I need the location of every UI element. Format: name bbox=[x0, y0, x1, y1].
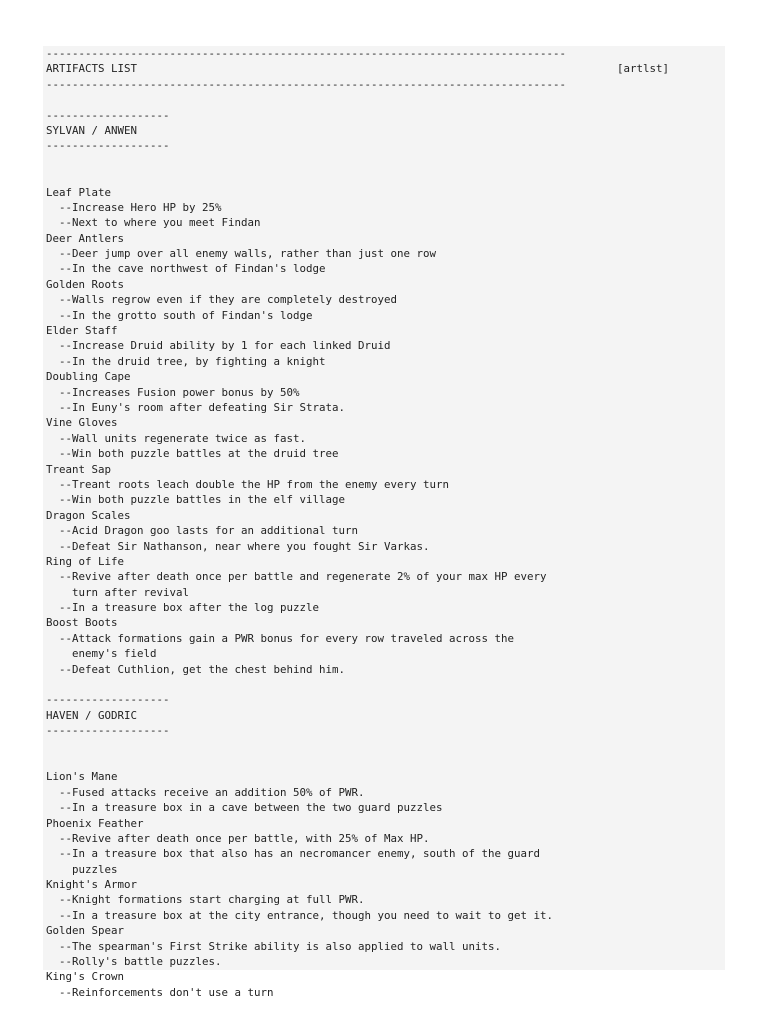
artifact-name: Golden Spear bbox=[46, 924, 125, 938]
artifact-detail: --In a treasure box in a cave between the two guard puzzles bbox=[46, 801, 443, 815]
artifact-detail: --In Euny's room after defeating Sir Strata. bbox=[46, 400, 346, 414]
artifact-name: Dragon Scales bbox=[46, 508, 131, 522]
document-page bbox=[43, 46, 725, 999]
artifact-detail: --Win both puzzle battles in the elf village bbox=[46, 493, 346, 507]
artifact-detail: --In the druid tree, by fighting a knight bbox=[46, 354, 326, 368]
artifact-detail: --Next to where you meet Findan bbox=[46, 216, 261, 230]
artifact-detail: --The spearman's First Strike ability is also applied to wall units. bbox=[46, 939, 502, 953]
blank-line bbox=[46, 754, 725, 769]
section-rule: ------------------- bbox=[46, 139, 170, 153]
blank-line bbox=[46, 92, 725, 107]
artifact-detail: --Reinforcements don't use a turn bbox=[46, 985, 274, 999]
document-text bbox=[43, 46, 725, 1000]
title-rule-top: -------------------------------------------------------------------------------- bbox=[46, 47, 567, 60]
artifact-detail: --Deer jump over all enemy walls, rather than just one row bbox=[46, 247, 437, 261]
document-tag: [artlst] bbox=[616, 62, 669, 76]
artifact-detail: --In a treasure box that also has an necromancer enemy, south of the guard bbox=[46, 847, 541, 861]
artifact-detail: --Acid Dragon goo lasts for an additional turn bbox=[46, 524, 359, 538]
artifact-detail: enemy's field bbox=[46, 647, 157, 661]
document-title: ARTIFACTS LIST bbox=[46, 62, 138, 76]
blank-line bbox=[46, 739, 725, 754]
artifact-name: Leaf Plate bbox=[46, 185, 112, 199]
artifact-detail: --Attack formations gain a PWR bonus for every row traveled across the bbox=[46, 631, 515, 645]
artifact-name: Vine Gloves bbox=[46, 416, 118, 430]
artifact-detail: puzzles bbox=[46, 862, 118, 876]
artifact-detail: --In the cave northwest of Findan's lodge bbox=[46, 262, 326, 276]
artifact-detail: --Win both puzzle battles at the druid tree bbox=[46, 447, 339, 461]
blank-line bbox=[46, 169, 725, 184]
artifact-detail: --In the grotto south of Findan's lodge bbox=[46, 308, 313, 322]
artifact-name: Ring of Life bbox=[46, 554, 125, 568]
artifact-name: Deer Antlers bbox=[46, 231, 125, 245]
artifact-detail: --Increase Druid ability by 1 for each linked Druid bbox=[46, 339, 391, 353]
artifact-name: Treant Sap bbox=[46, 462, 112, 476]
artifact-detail: --Fused attacks receive an addition 50% of PWR. bbox=[46, 785, 365, 799]
artifact-detail: turn after revival bbox=[46, 585, 190, 599]
artifact-detail: --In a treasure box after the log puzzle bbox=[46, 601, 320, 615]
artifact-detail: --Increases Fusion power bonus by 50% bbox=[46, 385, 300, 399]
artifact-name: Phoenix Feather bbox=[46, 816, 144, 830]
section-rule: ------------------- bbox=[46, 693, 170, 707]
section-rule: ------------------- bbox=[46, 724, 170, 738]
blank-line bbox=[46, 677, 725, 692]
artifact-name: Boost Boots bbox=[46, 616, 118, 630]
artifact-name: King's Crown bbox=[46, 970, 125, 984]
artifact-detail: --Knight formations start charging at full PWR. bbox=[46, 893, 365, 907]
artifact-detail: --Rolly's battle puzzles. bbox=[46, 955, 222, 969]
artifact-detail: --Defeat Cuthlion, get the chest behind him. bbox=[46, 662, 346, 676]
artifact-detail: --Wall units regenerate twice as fast. bbox=[46, 431, 307, 445]
section-title: HAVEN / GODRIC bbox=[46, 708, 138, 722]
artifact-name: Knight's Armor bbox=[46, 878, 138, 892]
title-rule-bottom: -------------------------------------------------------------------------------- bbox=[46, 77, 567, 91]
section-rule: ------------------- bbox=[46, 108, 170, 122]
artifact-detail: --In a treasure box at the city entrance, though you need to wait to get it. bbox=[46, 908, 554, 922]
sections bbox=[46, 108, 725, 1001]
title-row bbox=[46, 61, 725, 76]
artifact-name: Golden Roots bbox=[46, 277, 125, 291]
artifact-name: Elder Staff bbox=[46, 324, 118, 338]
artifact-detail: --Treant roots leach double the HP from the enemy every turn bbox=[46, 477, 450, 491]
artifact-detail: --Revive after death once per battle and regenerate 2% of your max HP every bbox=[46, 570, 547, 584]
section-title: SYLVAN / ANWEN bbox=[46, 123, 138, 137]
artifact-detail: --Walls regrow even if they are completely destroyed bbox=[46, 293, 398, 307]
blank-line bbox=[46, 154, 725, 169]
artifact-detail: --Defeat Sir Nathanson, near where you fought Sir Varkas. bbox=[46, 539, 430, 553]
artifact-detail: --Increase Hero HP by 25% bbox=[46, 200, 222, 214]
artifact-name: Lion's Mane bbox=[46, 770, 118, 784]
artifact-detail: --Revive after death once per battle, with 25% of Max HP. bbox=[46, 831, 430, 845]
artifact-name: Doubling Cape bbox=[46, 370, 131, 384]
